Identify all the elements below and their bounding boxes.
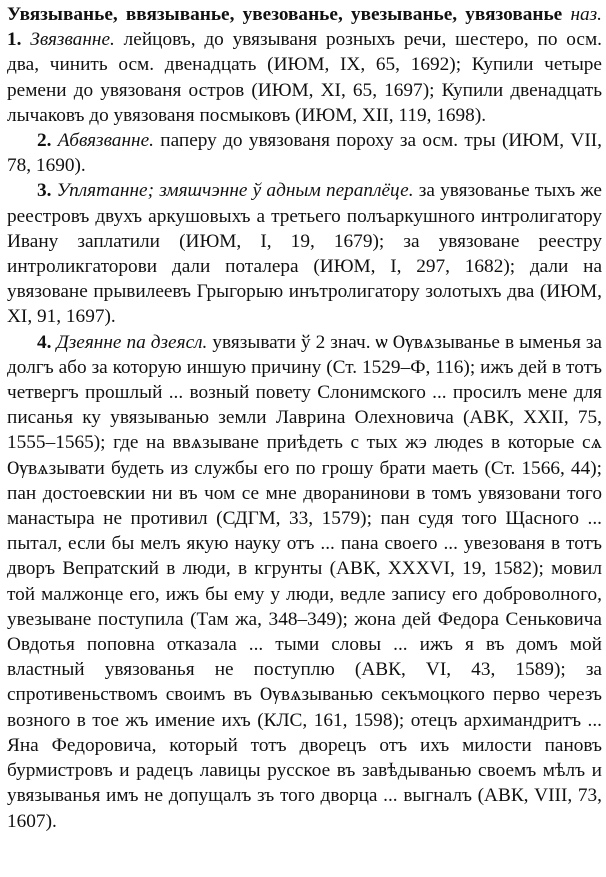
- sense-gloss: Звязванне.: [30, 29, 115, 51]
- sense-text: лейцовъ, до увязываня розныхъ речи, шестеро, по осм. два, чинить осм. двенадцать (ИЮМ, IX, 65, 1692); Купили четыре ремени до увязованя остров (ИЮМ, XI, 65, 1697); Купили двенадцать лычаковъ до увязованя посмыковъ (ИЮМ, XII, 119, 1698).: [7, 29, 603, 126]
- sense-text: увязывати ў 2 знач. ѡ Ѹвѧзыванье в ыменья за долгъ або за которую иншую причину (Ст. 1529–Ф, 116); ижъ дей в тотъ четвергъ прошлый ... возный повету Слонимского ... просилъ мене для писанья ку увязыванью земли Лаврина Олехновича (АВК, XXII, 75, 1555–1565); где на ввѧзыване приѣдеть с тых жэ людеѕ в которые сѧ Ѹвѧзывати будеть из службы его по грошу брати маеть (Ст. 1566, 44); пан достоевскии ни въ чом се мне дворанинови в томъ увязовани того манастыра не противил (СДГМ, 33, 1579); пан судя того Щасного ... пытал, если бы мелъ якую науку отъ ... пана своего ... увезованя в тотъ дворъ Вепратский в люди, в кгрунты (АВК, XXXVI, 19, 1582); мовил той малжонце его, ижъ бы ему у люди, ведле запису его доброволного, увезыване поступила (Там жа, 348–349); жона дей Федора Сеньковича Овдотья поповна отказала ... тыми словы ... ижъ я въ домъ мой властный увязованья не поступлю (АВК, VI, 43, 1589); за спротивеньствомъ своимъ въ Ѹвѧзыванью секъмоцкого перво черезъ возного в тое жъ имение ихъ (КЛС, 161, 1598); отецъ архимандритъ ... Яна Федоровича, который тотъ дворецъ отъ ихъ милости пановъ бурмистровъ и радецъ лавицы русское въ завѣдыванью своемъ мѣлъ и увязыванья имъ не допущалъ зъ того дворца ... выгналъ (АВК, VIII, 73, 1607).: [7, 331, 602, 832]
- sense-number: 3.: [37, 180, 52, 202]
- sense-number: 1.: [7, 29, 22, 51]
- sense-gloss: Дзеянне па дзеясл.: [56, 331, 208, 353]
- sense-number: 4.: [37, 331, 52, 353]
- sense-gloss: Абвязванне.: [57, 130, 154, 152]
- entry-sense-3: [7, 178, 602, 329]
- sense-text: за увязованье тыхъ же реестровъ двухъ аркушовыхъ а третьего полъаркушного интролигатору Ивану заплатили (ИЮМ, I, 19, 1679); за увязоване реестру интроликгаторови дали поталера (ИЮМ, I, 297, 1682); дали на увязоване прывилеевъ Грыгорыю инътролигатору золотыхъ два (ИЮМ, XI, 91, 1697).: [7, 180, 602, 328]
- headword: Увязыванье, ввязыванье, увезованье, увезыванье, увязованье: [7, 4, 563, 25]
- entry-sense-4: [7, 330, 602, 834]
- sense-number: 2.: [37, 130, 52, 152]
- entry-sense-2: [7, 128, 602, 178]
- sense-text: паперу до увязованя пороху за осм. тры (ИЮМ, VII, 78, 1690).: [7, 130, 602, 177]
- part-of-speech: наз.: [570, 4, 602, 25]
- entry-sense-1: [7, 2, 602, 128]
- sense-gloss: Уплятанне; змяшчэнне ў адным пераплёце.: [56, 180, 414, 202]
